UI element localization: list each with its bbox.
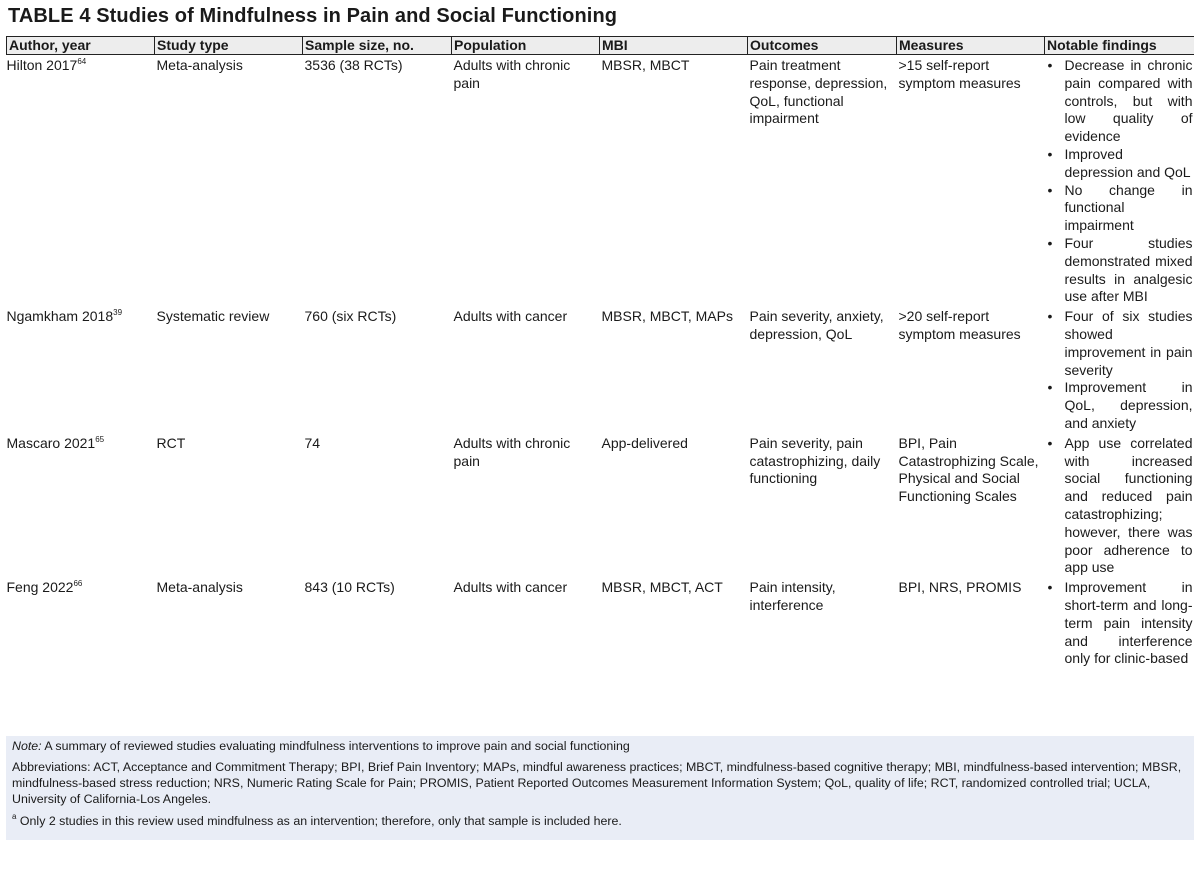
study-type-cell: Meta-analysis: [156, 57, 243, 73]
finding-item: • Four studies demonstrated mixed results in analgesic use after MBI: [1047, 235, 1193, 306]
column-header: Author, year: [7, 37, 155, 55]
finding-item: • No change in functional impairment: [1047, 182, 1193, 235]
column-header: Measures: [897, 37, 1045, 55]
reference-number: 66: [73, 579, 83, 589]
author-name: Hilton 2017: [6, 57, 78, 73]
column-header: Outcomes: [748, 37, 897, 55]
reference-number: 64: [77, 57, 87, 66]
table-row: [7, 433, 1195, 577]
note-label: Note:: [12, 739, 42, 753]
finding-item: • Improvement in short-term and long-term pain intensity and interference only for clinic-based: [1047, 579, 1193, 668]
finding-item: • Decrease in chronic pain compared with controls, but with low quality of evidence: [1047, 57, 1193, 146]
author-cell: [7, 55, 155, 307]
population-cell: Adults with chronic pain: [453, 57, 571, 91]
note-text: A summary of reviewed studies evaluating mindfulness interventions to improve pain and social functioning: [44, 739, 630, 753]
sample-size-cell: 760 (six RCTs): [304, 308, 397, 325]
abbreviations-text: Abbreviations: ACT, Acceptance and Commitment Therapy; BPI, Brief Pain Inventory; MAPs, mindful awareness practices; MBCT, mindfulness-based cognitive therapy; MBI, mindfulness-based intervention; MBSR, mindfulness-based stress reduction; NRS, Numeric Rating Scale for Pain; PROMIS, Patient Reported Outcomes Measurement Information System; QoL, quality of life; RCT, randomized controlled trial; UCLA, University of California-Los Angeles.: [12, 760, 1182, 806]
outcomes-cell: Pain severity, anxiety, depression, QoL: [749, 308, 884, 342]
footnote-mark: a: [12, 812, 17, 821]
table-container: [6, 36, 1194, 736]
outcomes-cell: Pain treatment response, depression, QoL, functional impairment: [749, 57, 888, 127]
finding-item: • Improved depression and QoL: [1047, 146, 1193, 182]
population-cell: Adults with chronic pain: [453, 434, 571, 469]
table-row: [7, 577, 1195, 668]
finding-item: • Improvement in QoL, depression, and anxiety: [1047, 379, 1193, 432]
mbi-cell: App-delivered: [601, 434, 688, 451]
findings-list: [1047, 435, 1193, 577]
column-header: MBI: [600, 37, 748, 55]
findings-cell: [1045, 55, 1195, 307]
mbi-cell: MBSR, MBCT, MAPs: [601, 308, 733, 325]
table-notes: [6, 736, 1194, 840]
author-cell: [7, 433, 155, 577]
outcomes-cell: Pain severity, pain catastrophizing, daily functioning: [749, 434, 881, 487]
author-name: Ngamkham 2018: [6, 308, 114, 325]
sample-size-cell: 843 (10 RCTs): [304, 579, 395, 596]
column-header: Study type: [155, 37, 303, 55]
findings-cell: [1045, 577, 1195, 668]
author-cell: [7, 577, 155, 668]
footnote-line: [6, 807, 1194, 829]
population-cell: Adults with cancer: [453, 579, 568, 596]
measures-cell: BPI, Pain Catastrophizing Scale, Physical and Social Functioning Scales: [898, 434, 1039, 505]
study-type-cell: Meta-analysis: [156, 579, 243, 596]
measures-cell: >20 self-report symptom measures: [898, 308, 1021, 342]
findings-list: [1047, 308, 1193, 433]
table-row: [7, 306, 1195, 433]
column-header: Population: [452, 37, 600, 55]
findings-list: [1047, 57, 1193, 306]
table-row: [7, 55, 1195, 307]
sample-size-cell: 74: [304, 434, 321, 451]
note-line: [6, 736, 1194, 754]
reference-number: 65: [95, 434, 105, 444]
author-name: Feng 2022: [6, 579, 74, 596]
author-cell: [7, 306, 155, 433]
table-title: TABLE 4 Studies of Mindfulness in Pain and Social Functioning: [8, 5, 618, 27]
footnote-text: Only 2 studies in this review used mindfulness as an intervention; therefore, only that sample is included here.: [19, 814, 622, 828]
outcomes-cell: Pain intensity, interference: [749, 579, 836, 613]
sample-size-cell: 3536 (38 RCTs): [304, 57, 403, 73]
measures-cell: >15 self-report symptom measures: [898, 57, 1021, 91]
column-header: Sample size, no.: [303, 37, 452, 55]
reference-number: 39: [113, 308, 123, 318]
study-type-cell: Systematic review: [156, 308, 270, 325]
column-header: Notable findings: [1045, 37, 1195, 55]
findings-cell: [1045, 306, 1195, 433]
header-row: [7, 37, 1195, 55]
finding-item: • App use correlated with increased social functioning and reduced pain catastrophizing; however, there was poor adherence to app use: [1047, 435, 1193, 577]
studies-table: [6, 36, 1194, 668]
population-cell: Adults with cancer: [453, 308, 568, 325]
findings-list: [1047, 579, 1193, 668]
findings-cell: [1045, 433, 1195, 577]
mbi-cell: MBSR, MBCT, ACT: [601, 579, 723, 596]
mbi-cell: MBSR, MBCT: [601, 57, 690, 73]
measures-cell: BPI, NRS, PROMIS: [898, 579, 1022, 596]
author-name: Mascaro 2021: [6, 434, 96, 451]
finding-item: • Four of six studies showed improvement in pain severity: [1047, 308, 1193, 379]
study-type-cell: RCT: [156, 434, 186, 451]
